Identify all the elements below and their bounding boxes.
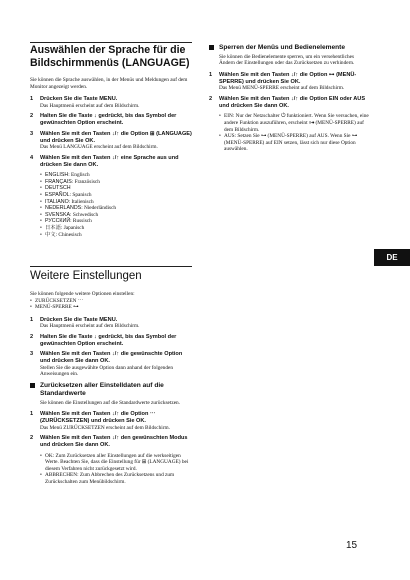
step-item: [30, 155, 192, 168]
reset-intro: Sie können die Einstellungen auf die Standardwerte zurücksetzen.: [40, 399, 181, 406]
step-number: 2: [30, 334, 34, 341]
reset-title-line-2: Standardwerte: [40, 389, 86, 397]
step-item: [30, 96, 192, 109]
step-heading: Wählen Sie mit den Tasten ↓/↑ die Option ⋯ (ZURÜCKSETZEN) und drücken Sie OK.: [40, 411, 156, 424]
list-item: [40, 232, 192, 239]
language-description: : Englisch: [68, 172, 90, 179]
list-item: • EIN: Nur der Netzschalter ⏻ funktioniert. Wenn Sie versuchen, eine andere Funktion auszuführen, erscheint ⊶ (MENÜ-SPERRE) auf dem Bildschirm.: [219, 113, 371, 133]
step-number: 3: [30, 351, 34, 358]
more-settings-column: [30, 270, 192, 486]
language-tab: DE: [374, 249, 410, 266]
reset-modes-list: [40, 453, 192, 486]
list-item: • MENÜ-SPERRE ⊶: [30, 304, 192, 311]
step-heading: Halten Sie die Taste ↓ gedrückt, bis das Symbol der gewünschten Option erscheint.: [40, 334, 177, 347]
right-column: [209, 44, 371, 153]
lock-subsection-title: [209, 44, 371, 52]
language-description: : Spanisch: [69, 192, 92, 199]
list-item: [40, 192, 192, 199]
step-number: 1: [30, 96, 34, 103]
left-column: [30, 44, 192, 246]
step-body: Stellen Sie die ausgewählte Option dann anhand der folgenden Anweisungen ein.: [40, 364, 173, 378]
page-number: 15: [346, 540, 358, 551]
language-list: [40, 172, 192, 238]
more-settings-steps: [30, 317, 192, 378]
language-name: РУССКИЙ: [45, 218, 71, 225]
list-item: [40, 172, 192, 179]
step-body: Das Hauptmenü erscheint auf dem Bildschirm.: [40, 102, 140, 109]
step-item: [209, 96, 371, 109]
language-name: 中文: [45, 231, 56, 238]
step-item: [30, 334, 192, 347]
step-body: Das Menü MENÜ-SPERRE erscheint auf dem Bildschirm.: [219, 85, 345, 92]
step-body: Das Menü LANGUAGE erscheint auf dem Bildschirm.: [40, 144, 158, 151]
language-name: ESPAÑOL: [45, 192, 70, 199]
language-description: : Japanisch: [60, 225, 85, 232]
language-description: : Niederländisch: [81, 205, 117, 212]
lock-intro: Sie können die Bedienelemente sperren, um ein versehentliches Ändern der Einstellungen oder das Zurücksetzen zu verhindern.: [219, 53, 355, 67]
language-description: : Italienisch: [68, 198, 94, 205]
step-number: 2: [209, 95, 213, 102]
step-item: [30, 113, 192, 126]
language-description: : Russisch: [70, 218, 92, 225]
list-item: • AUS: Setzen Sie ⊶ (MENÜ-SPERRE) auf AUS. Wenn Sie ⊶ (MENÜ-SPERRE) auf EIN setzen, lässt sich nur diese Option auswählen.: [219, 133, 371, 153]
language-title-line-2: Bildschirmmenüs (LANGUAGE): [30, 56, 190, 69]
language-intro: Sie können die Sprache auswählen, in der Menüs und Meldungen auf dem Monitor angezeigt werden.: [30, 77, 188, 90]
step-item: [30, 317, 192, 330]
step-number: 1: [30, 411, 34, 418]
list-item: • ZURÜCKSETZEN ⋯: [30, 298, 192, 305]
list-item: [40, 205, 192, 212]
language-section-title: [30, 44, 192, 69]
language-name: 日本語: [45, 225, 61, 232]
lock-steps: [209, 72, 371, 109]
more-options-list: [30, 298, 192, 311]
more-settings-intro: Sie können folgende weitere Optionen einstellen:: [30, 291, 135, 297]
step-heading: Wählen Sie mit den Tasten ↓/↑ die Option ⊞ (LANGUAGE) und drücken Sie OK.: [40, 130, 192, 144]
mid-rule-left: [30, 266, 192, 267]
step-heading: Wählen Sie mit den Tasten ↓/↑ die Option ⊶ (MENÜ-SPERRE) und drücken Sie OK.: [219, 71, 357, 85]
step-heading: Wählen Sie mit den Tasten ↓/↑ die gewünschte Option und drücken Sie dann OK.: [40, 351, 183, 365]
square-bullet-icon: [30, 383, 35, 388]
step-heading: Wählen Sie mit den Tasten ↓/↑ eine Sprache aus und drücken Sie dann OK.: [40, 154, 179, 168]
lock-title: Sperren der Menüs und Bedienelemente: [219, 44, 346, 51]
more-settings-title: Weitere Einstellungen: [30, 270, 142, 282]
language-name: ITALIANO: [45, 198, 69, 205]
step-number: 2: [30, 113, 34, 120]
step-item: [30, 131, 192, 151]
step-body: Das Hauptmenü erscheint auf dem Bildschirm.: [40, 323, 140, 330]
step-body: Das Menü ZURÜCKSETZEN erscheint auf dem Bildschirm.: [40, 424, 170, 431]
step-number: 3: [30, 130, 34, 137]
language-name: SVENSKA: [45, 211, 71, 218]
language-name: FRANÇAIS: [45, 178, 72, 185]
language-title-line-1: Auswählen der Sprache für die: [30, 44, 186, 56]
step-item: [209, 72, 371, 92]
step-number: 2: [30, 435, 34, 442]
step-number: 4: [30, 154, 34, 161]
step-heading: Drücken Sie die Taste MENU.: [40, 96, 118, 103]
step-item: [30, 411, 192, 431]
language-name: DEUTSCH: [45, 185, 71, 192]
reset-title-line-1: Zurücksetzen aller Einstelldaten auf die: [40, 382, 164, 390]
language-description: : Schwedisch: [70, 211, 99, 218]
step-item: [30, 435, 192, 448]
step-heading: Drücken Sie die Taste MENU.: [40, 316, 118, 323]
language-name: NEDERLANDS: [45, 205, 82, 212]
top-rule-left: [30, 42, 192, 43]
step-item: [30, 351, 192, 378]
language-description: : Französisch: [71, 178, 100, 185]
language-name: ENGLISH: [45, 172, 69, 179]
list-item: [40, 179, 192, 186]
square-bullet-icon: [209, 45, 214, 50]
step-heading: Wählen Sie mit den Tasten ↓/↑ den gewünschten Modus und drücken Sie dann OK.: [40, 435, 188, 448]
step-heading: Wählen Sie mit den Tasten ↓/↑ die Option EIN oder AUS und drücken Sie dann OK.: [219, 95, 366, 109]
reset-steps: [30, 411, 192, 448]
list-item: • ABBRECHEN: Zum Abbrechen des Zurücksetzens und zum Zurückschalten zum Menübildschirm.: [40, 472, 192, 485]
step-heading: Halten Sie die Taste ↓ gedrückt, bis das Symbol der gewünschten Option erscheint.: [40, 113, 177, 127]
language-steps: [30, 96, 192, 168]
step-number: 1: [209, 71, 213, 78]
step-number: 1: [30, 316, 34, 323]
list-item: [40, 199, 192, 206]
language-description: : Chinesisch: [55, 231, 82, 238]
list-item: [40, 225, 192, 232]
reset-subsection-title: [30, 382, 192, 398]
lock-modes-list: [219, 113, 371, 153]
list-item: • OK: Zum Zurücksetzen aller Einstellungen auf die werkseitigen Werte. Beachten Sie, dass die Einstellung für ⊞ (LANGUAGE) bei diesem Verfahren nicht zurückgesetzt wird.: [40, 453, 192, 473]
